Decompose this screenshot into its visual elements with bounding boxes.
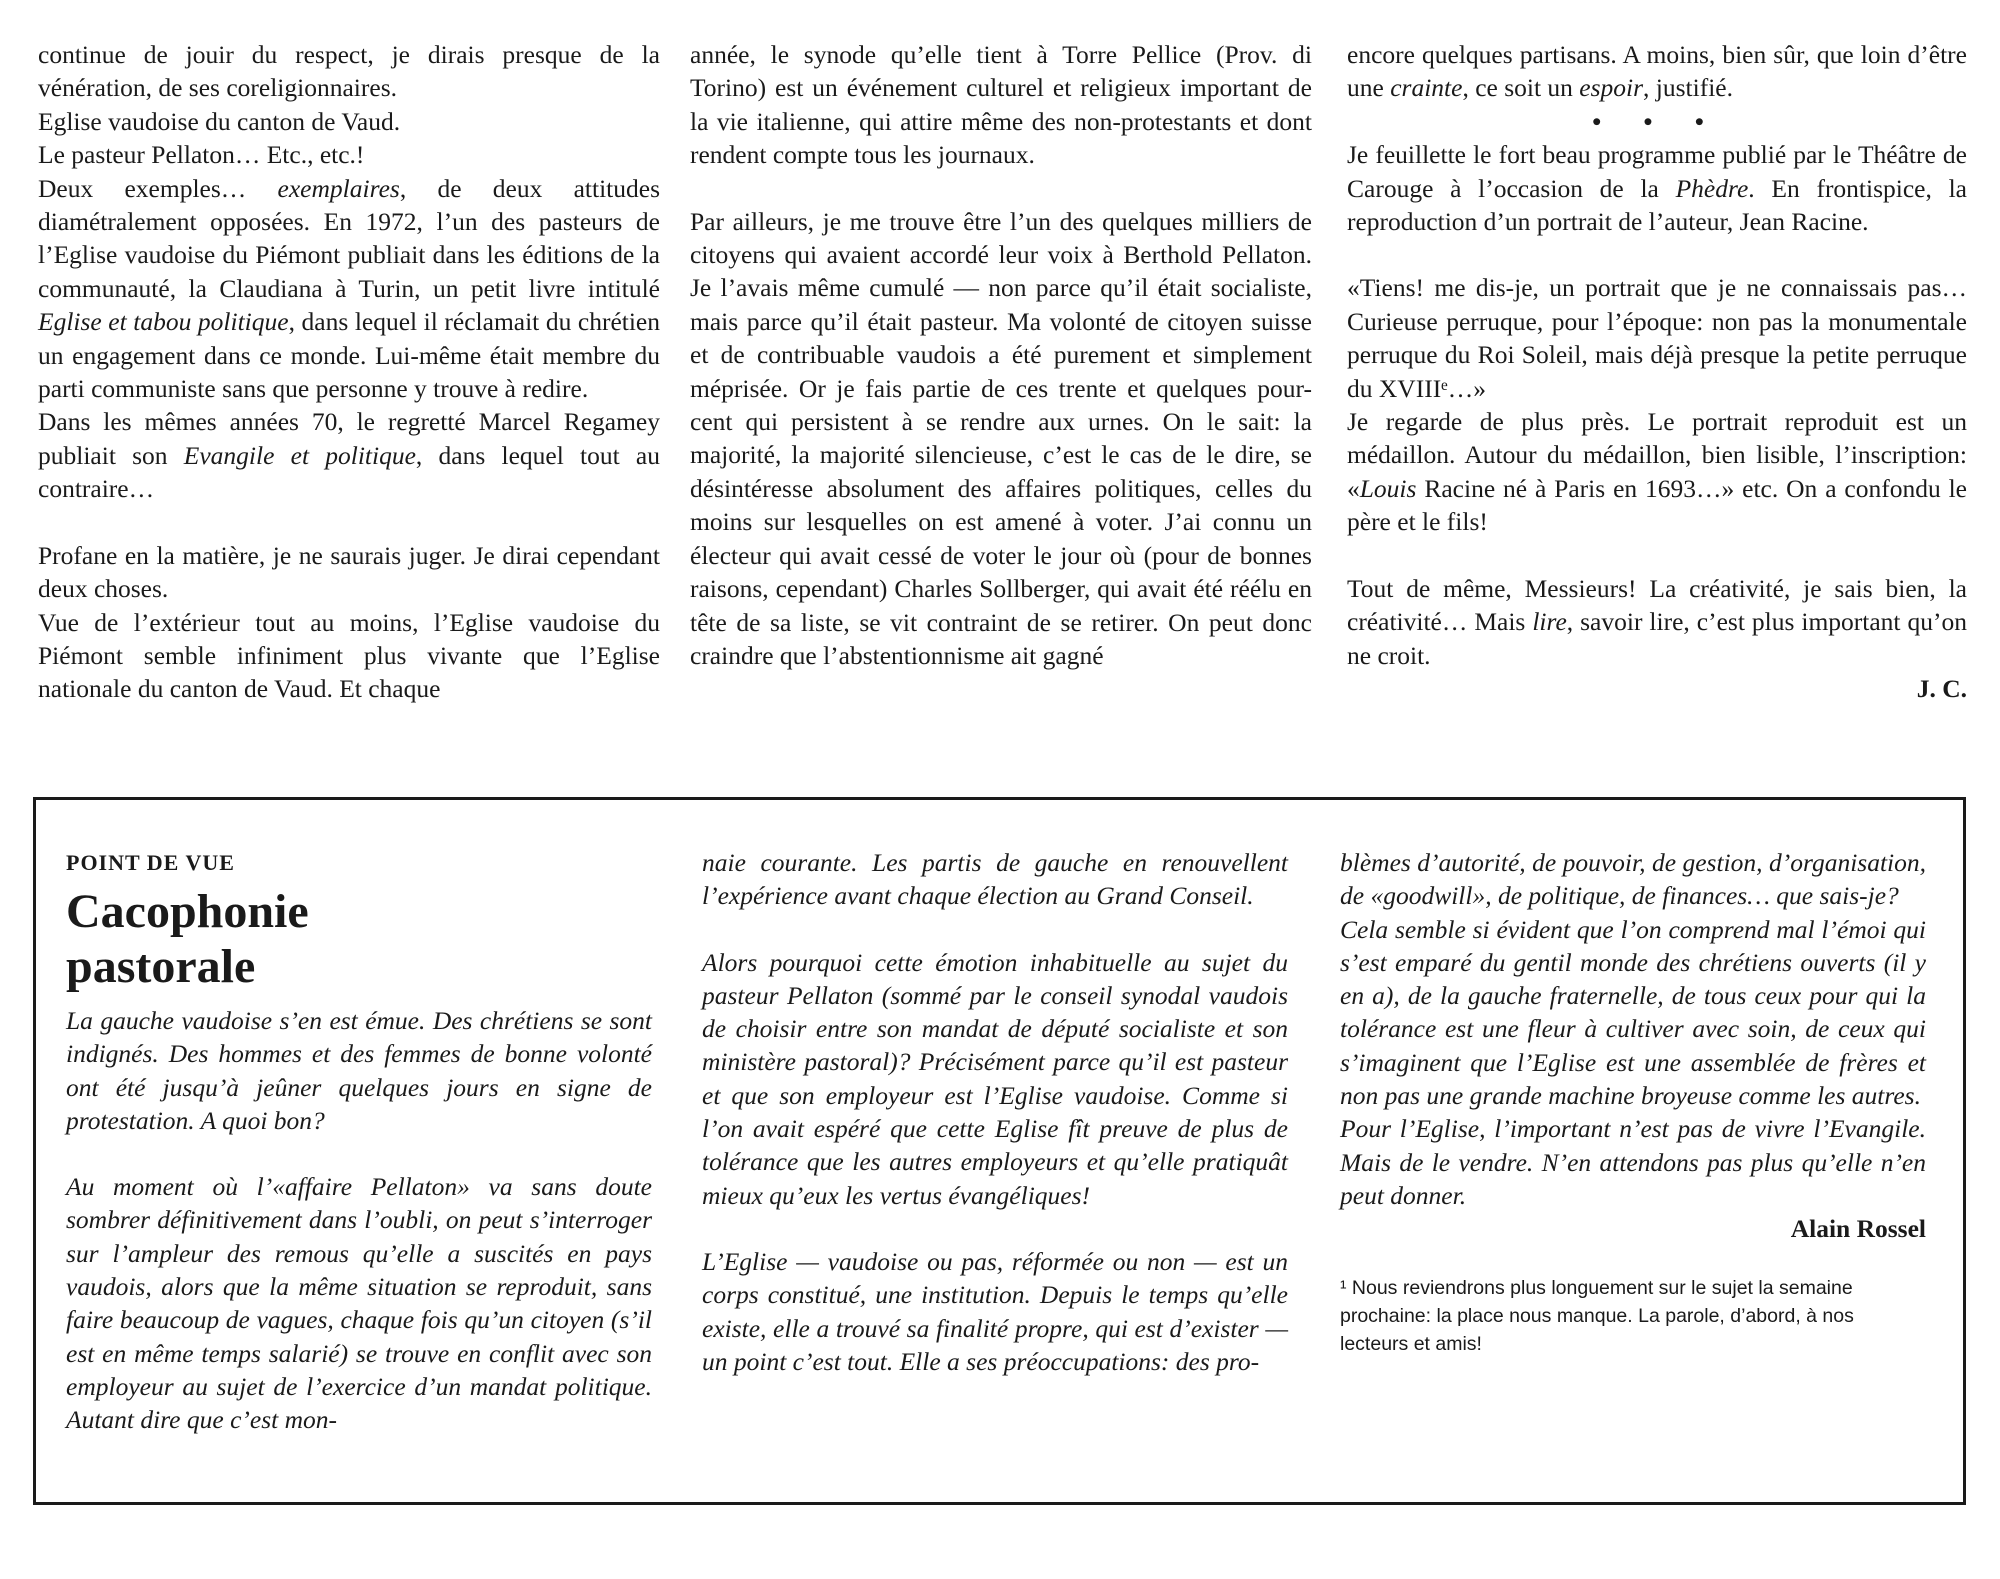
text-run: Dans les mêmes années 70, le regretté Marcel Regamey publiait son — [38, 407, 660, 470]
section-kicker: POINT DE VUE — [66, 850, 235, 875]
paragraph — [38, 172, 660, 406]
paragraph: année, le synode qu’elle tient à Torre Pellice (Prov. di Torino) est un événement culturel et religieux important de la vie italienne, qui attire même des non-protestants et dont rendent compte tous les journaux. — [690, 40, 1312, 170]
footnote: ¹ Nous reviendrons plus longuement sur le sujet la semaine prochaine: la place nous manque. La parole, d’abord, à nos lecteurs et amis! — [1340, 1276, 1854, 1355]
article-column-1 — [38, 38, 660, 706]
text-run: . En frontispice, la reproduction d’un portrait de l’auteur, Jean Racine. — [1347, 173, 1967, 237]
paragraph — [1347, 572, 1967, 672]
section-separator: • • • — [1592, 106, 1722, 136]
author-name: Alain Rossel — [1790, 1214, 1926, 1244]
paragraph: «Tiens! me dis-je, un portrait que je ne connaissais pas… Curieuse perruque, pour l’époque: non pas la monumentale perruque du Roi Soleil, mais déjà presque la petite perruque du XVIIIᵉ…» — [1347, 273, 1967, 403]
text-run: , dans lequel il réclamait du chrétien un engagement dans ce monde. Lui-même était membre du parti communiste sans que personne y trouve à redire. — [38, 307, 661, 404]
article-column-2 — [690, 38, 1312, 672]
signature: J. C. — [1916, 673, 1967, 703]
paragraph: naie courante. Les partis de gauche en renouvellent l’expérience avant chaque élection au Grand Conseil. — [702, 848, 1288, 911]
paragraph: Eglise vaudoise du canton de Vaud. — [38, 106, 401, 136]
emphasis: exemplaires — [277, 173, 400, 203]
paragraph: Vue de l’extérieur tout au moins, l’Eglise vaudoise du Piémont semble infiniment plus vivante que l’Eglise nationale du canton de Vaud. Et chaque — [38, 607, 660, 704]
emphasis: Louis — [1359, 473, 1417, 503]
box-column-3 — [1340, 846, 1926, 1358]
text-run: Tout de même, Messieurs! La créativité, je sais bien, la créativité… Mais — [1347, 573, 1967, 637]
emphasis: espoir — [1579, 73, 1644, 103]
play-title: Phèdre — [1675, 173, 1749, 203]
paragraph: Le pasteur Pellaton… Etc., etc.! — [38, 140, 365, 170]
text-run: , justifié. — [1643, 73, 1733, 103]
text-run: Je feuillette le fort beau programme publié par le Théâtre de Carouge à l’occasion de la — [1347, 140, 1967, 203]
text-run: encore quelques partisans. A moins, bien sûr, que loin d’être une — [1347, 40, 1967, 103]
paragraph — [1347, 405, 1967, 539]
text-run: , savoir lire, c’est plus important qu’on ne croit. — [1347, 607, 1967, 670]
text-run: Je regarde de plus près. Le portrait reproduit est un médaillon. Autour du médaillon, bien lisible, l’inscription: « — [1347, 407, 1967, 503]
paragraph: L’Eglise — vaudoise ou pas, réformée ou non — est un corps constitué, une institution. Depuis le temps qu’elle existe, elle a trouvé sa finalité propre, qui est d’exister — un point c’est tout. Elle a ses préoccupations: des pro- — [702, 1246, 1288, 1376]
paragraph: La gauche vaudoise s’en est émue. Des chrétiens se sont indignés. Des hommes et des femmes de bonne volonté ont été jusqu’à jeûner quelques jours en signe de protestation. A quoi bon? — [66, 1006, 652, 1135]
paragraph: Par ailleurs, je me trouve être l’un des quelques milliers de citoyens qui avaient accordé leur voix à Berthold Pellaton. Je l’avais même cumulé — non parce qu’il était socialiste, mais parce qu’il était pasteur. Ma volonté de citoyen suisse et de contribuable vaudois a été purement et simplement méprisée. Or je fais partie de ces trente et quelques pour-cent qui persistent à se rendre aux urnes. On le sait: la majorité, la majorité silencieuse, c’est le cas de le dire, se désintéresse absolument des affaires politiques, celles du moins sur lesquelles on est amené à voter. J’ai connu un électeur qui avait cessé de voter le jour où (pour de bonnes raisons, cependant) Charles Sollberger, qui avait été réélu en tête de sa liste, se vit contraint de se retirer. On peut donc craindre que l’abstentionnisme ait gagné — [690, 206, 1312, 670]
paragraph: Alors pourquoi cette émotion inhabituelle au sujet du pasteur Pellaton (sommé par le conseil synodal vaudois de choisir entre son mandat de député socialiste et son ministère pastoral)? Précisément parce qu’il est pasteur et que son employeur est l’Eglise vaudoise. Comme si l’on avait espéré que cette Eglise fît preuve de plus de tolérance que les autres employeurs et qu’elle pratiquât mieux qu’eux les vertus évangéliques! — [702, 947, 1288, 1210]
box-column-2 — [702, 846, 1288, 1378]
text-run: Deux exemples… — [38, 173, 278, 203]
emphasis: lire — [1532, 607, 1567, 637]
book-title: Eglise et tabou politique — [38, 307, 289, 337]
paragraph: Cela semble si évident que l’on comprend mal l’émoi qui s’est emparé du gentil monde des chrétiens ouverts (il y en a), de la gauche fraternelle, de tous ceux pour qui la tolérance est une fleur à cultiver avec soin, de ceux qui s’imaginent que l’Eglise est une assemblée de frères et non pas une grande machine broyeuse comme les autres. — [1340, 914, 1926, 1111]
box-column-1 — [66, 846, 652, 1437]
article-column-3 — [1347, 38, 1967, 705]
paragraph: continue de jouir du respect, je dirais presque de la vénération, de ses coreligionnaires. — [38, 40, 660, 103]
paragraph: blèmes d’autorité, de pouvoir, de gestion, d’organisation, de «goodwill», de politique, de finances… que sais-je? — [1340, 848, 1926, 911]
book-title: Evangile et politique — [183, 440, 416, 470]
headline-line: Cacophonie — [66, 885, 309, 938]
paragraph: Pour l’Eglise, l’important n’est pas de vivre l’Evangile. Mais de le vendre. N’en attendons pas plus qu’elle n’en peut donner. — [1340, 1114, 1926, 1210]
emphasis: crainte — [1390, 73, 1463, 103]
text-run: Racine né à Paris en 1693…» etc. On a confondu le père et le fils! — [1347, 473, 1967, 537]
headline — [66, 884, 652, 994]
paragraph — [1347, 38, 1967, 105]
text-run: , dans lequel tout au contraire… — [38, 440, 660, 504]
text-run: , de deux attitudes diamétralement opposées. En 1972, l’un des pasteurs de l’Eglise vaudoise du Piémont publiait dans les éditions de la communauté, la Claudiana à Turin, un petit livre intitulé — [38, 173, 660, 303]
text-run: , ce soit un — [1462, 73, 1580, 103]
paragraph: Profane en la matière, je ne saurais juger. Je dirai cependant deux choses. — [38, 540, 660, 604]
paragraph — [1347, 138, 1967, 238]
paragraph: Au moment où l’«affaire Pellaton» va sans doute sombrer définitivement dans l’oubli, on peut s’interroger sur l’ampleur des remous qu’elle a suscités en pays vaudois, alors que la même situation se reproduit, sans faire beaucoup de vagues, chaque fois qu’un citoyen (s’il est en même temps salarié) se trouve en conflit avec son employeur au sujet de l’exercice d’un mandat politique. Autant dire que c’est mon- — [66, 1172, 652, 1435]
paragraph — [38, 405, 660, 505]
headline-line: pastorale — [66, 940, 256, 993]
